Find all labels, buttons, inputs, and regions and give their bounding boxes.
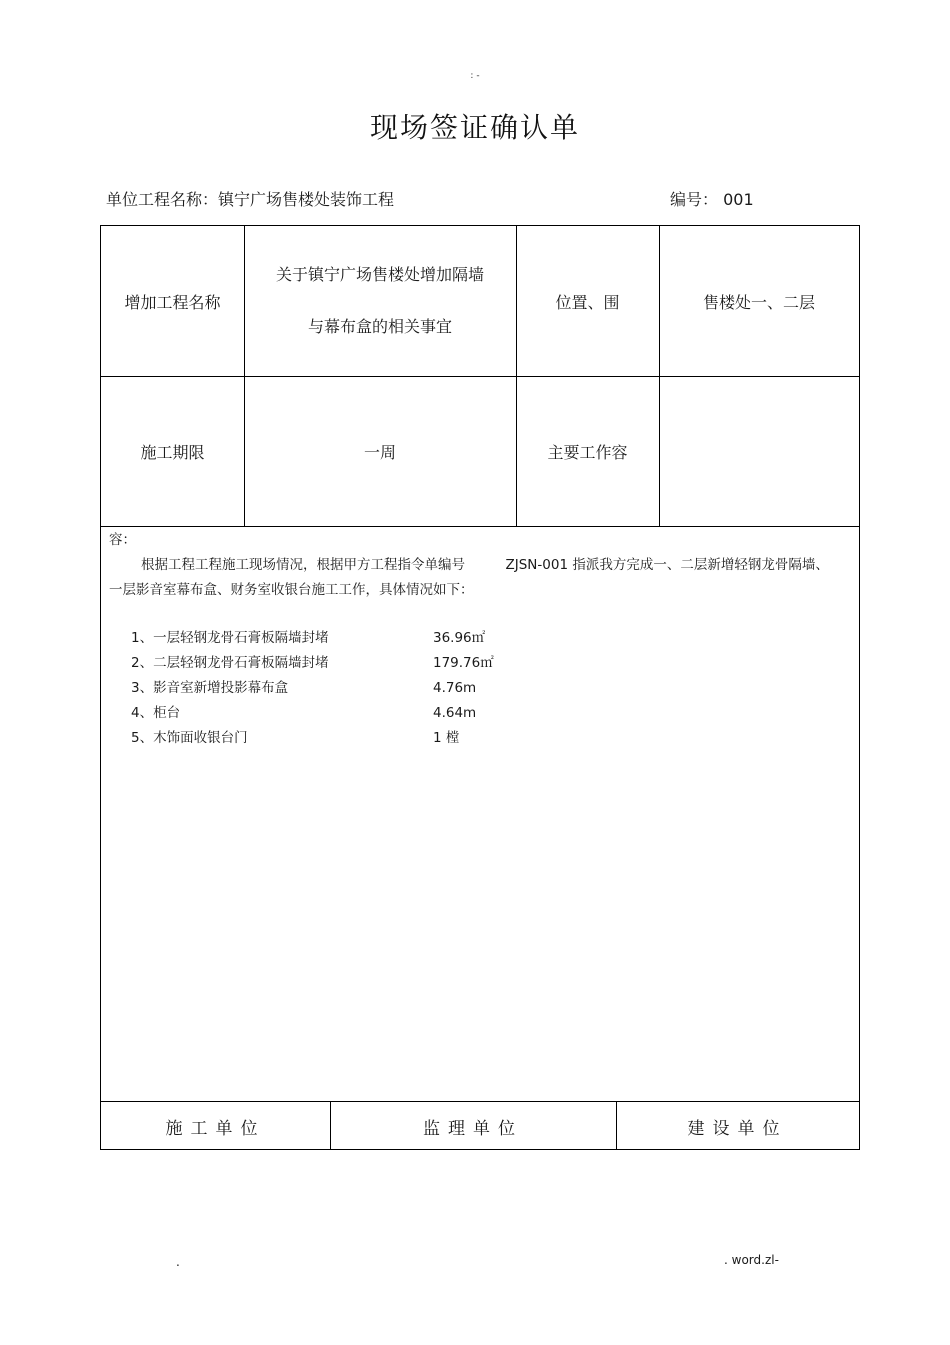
- list-item: [131, 701, 494, 726]
- list-item: [131, 676, 494, 701]
- content-section: [109, 528, 839, 603]
- footer-right-mark: . word.zl-: [724, 1253, 779, 1267]
- construction-period-label: 施工期限: [140, 442, 205, 462]
- row-divider: [101, 526, 859, 527]
- added-work-name-label: 增加工程名称: [124, 292, 221, 312]
- document-number-label: 编号： 001: [670, 190, 754, 209]
- work-item-label: 2、二层轻钢龙骨石膏板隔墙封堵: [131, 655, 329, 671]
- work-item-quantity: 4.76m: [433, 680, 477, 696]
- work-item-quantity: 4.64m: [433, 705, 477, 721]
- construction-period-value: 一周: [363, 442, 396, 462]
- list-item: [131, 726, 494, 751]
- page-title: 现场签证确认单: [369, 111, 580, 144]
- construction-unit-signature: 施工单位: [165, 1118, 266, 1139]
- supervision-unit-signature: 监理单位: [423, 1118, 523, 1139]
- project-name-label: 单位工程名称：镇宁广场售楼处装饰工程: [106, 190, 395, 209]
- work-item-label: 1、一层轻钢龙骨石膏板隔墙封堵: [131, 630, 329, 646]
- location-value: 售楼处一、二层: [702, 292, 815, 312]
- added-work-name-value: [244, 226, 516, 376]
- top-mark: : -: [470, 71, 480, 81]
- work-item-label: 3、影音室新增投影幕布盒: [131, 680, 289, 696]
- owner-unit-signature: 建设单位: [687, 1118, 788, 1139]
- added-work-name-line1: 关于镇宁广场售楼处增加隔墙: [275, 265, 484, 284]
- main-work-value: [659, 376, 859, 526]
- added-work-name-line2: 与幕布盒的相关事宜: [307, 317, 452, 336]
- location-label: 位置、围: [555, 292, 620, 312]
- work-item-label: 4、柜台: [131, 705, 181, 721]
- list-item: [131, 651, 494, 676]
- content-heading: 容：: [109, 532, 136, 548]
- work-item-quantity: 179.76㎡: [433, 655, 494, 671]
- footer-left-mark: .: [176, 1255, 180, 1269]
- work-item-quantity: 1 樘: [433, 730, 460, 746]
- work-item-list: [131, 626, 494, 751]
- work-item-quantity: 36.96㎡: [433, 630, 486, 646]
- list-item: [131, 626, 494, 651]
- visa-form-table: [100, 225, 860, 1150]
- content-paragraph: 根据工程工程施工现场情况，根据甲方工程指令单编号 ZJSN-001 指派我方完成一、二层新增轻钢龙骨隔墙、一层影音室幕布盒、财务室收银台施工工作，具体情况如下：: [109, 557, 829, 598]
- main-work-label: 主要工作容: [547, 442, 628, 462]
- work-item-label: 5、木饰面收银台门: [131, 730, 248, 746]
